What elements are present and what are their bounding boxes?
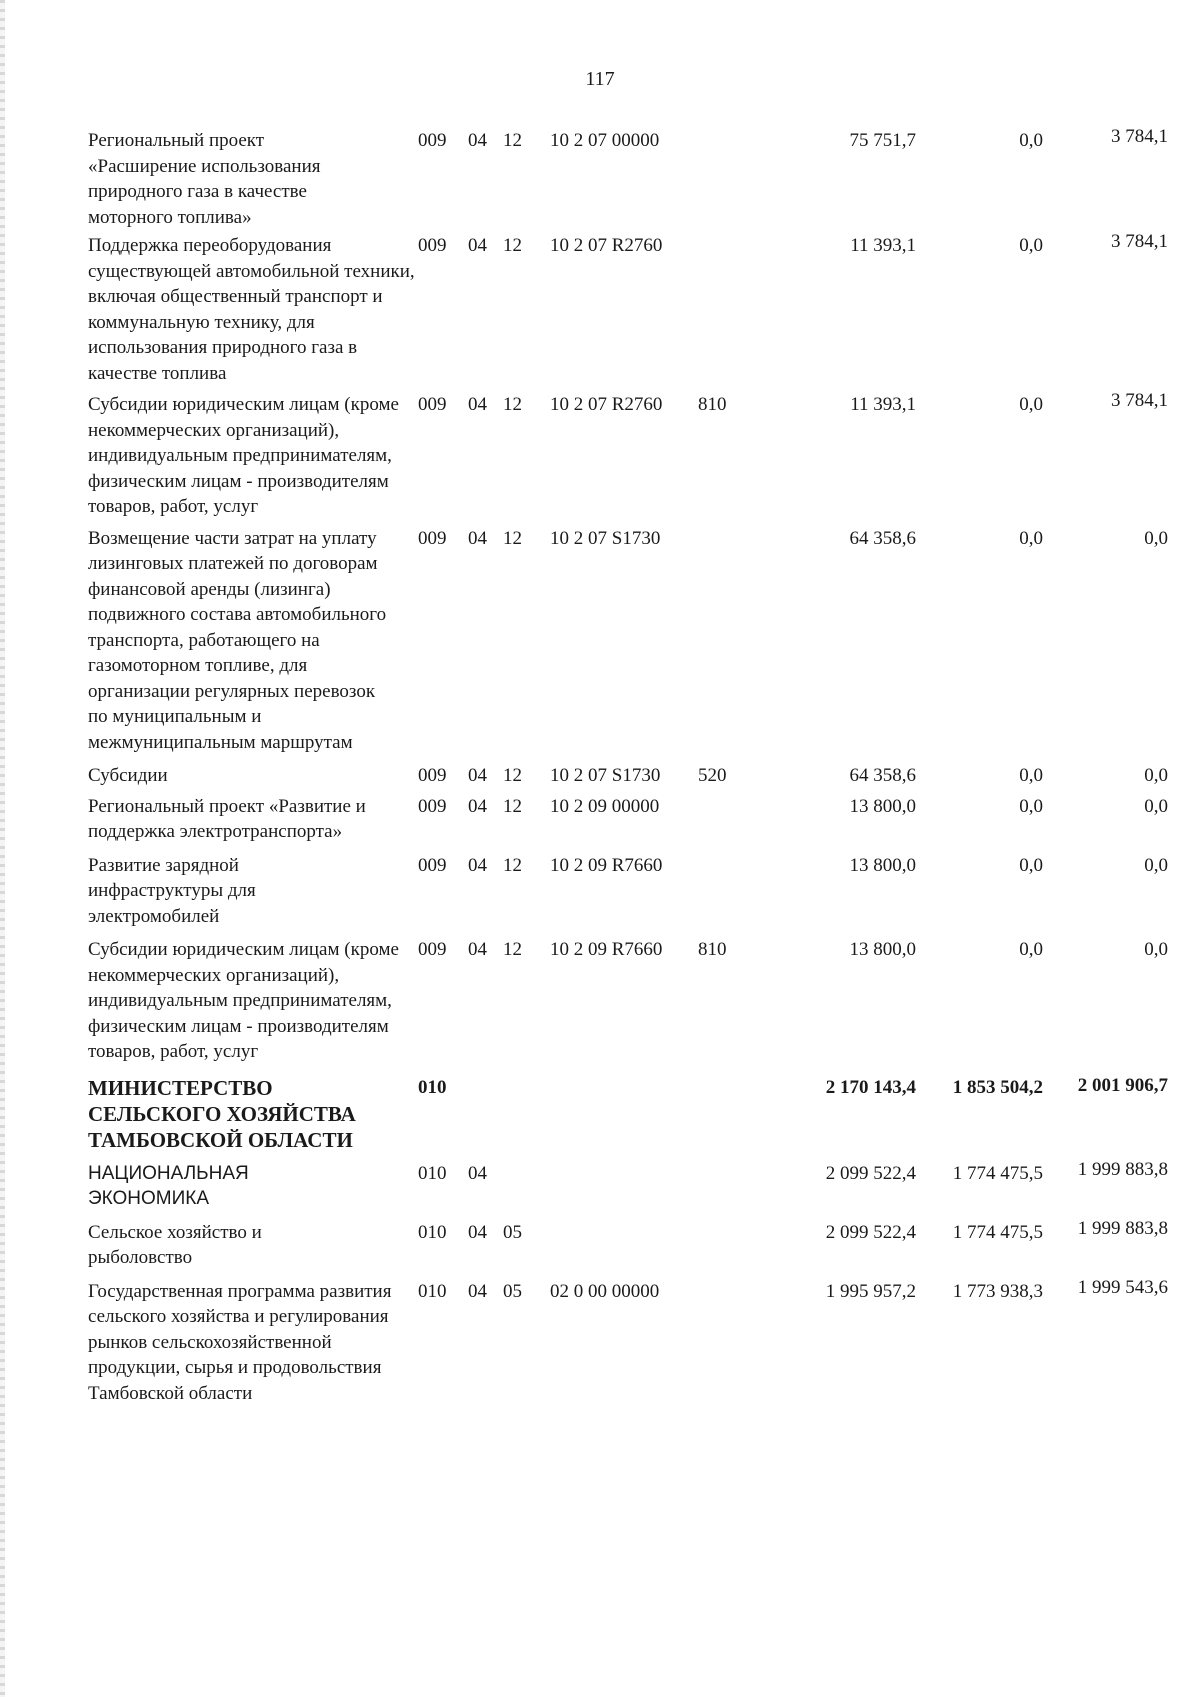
page-number: 117 <box>585 68 615 90</box>
row-subsection-code: 12 <box>503 765 522 786</box>
row-name: Поддержка переоборудования существующей автомобильной техники, включая общественный транспорт и коммунальную технику, для использования природного газа в качестве топлива <box>88 235 415 384</box>
table-row <box>88 128 1168 230</box>
row-target-article: 10 2 07 S1730 <box>550 527 661 549</box>
row-amount-year-3: 3 784,1 <box>1111 390 1168 411</box>
row-name: Субсидии юридическим лицам (кроме некоммерческих организаций), индивидуальным предпринимателям, физическим лицам - производителям товаров, работ, услуг <box>88 394 399 517</box>
budget-table <box>88 128 1168 1406</box>
row-amount-year-2: 0,0 <box>1019 394 1043 415</box>
table-row <box>88 937 1168 1065</box>
row-section-code: 04 <box>468 527 487 549</box>
row-amount-year-3: 1 999 543,6 <box>1077 1276 1168 1298</box>
row-admin-code: 010 <box>418 1076 447 1098</box>
row-amount-year-2: 0,0 <box>1019 854 1043 876</box>
row-admin-code: 009 <box>418 130 447 151</box>
table-row <box>88 763 1168 789</box>
row-amount-year-1: 2 170 143,4 <box>825 1076 916 1098</box>
row-expense-type: 810 <box>698 394 727 415</box>
row-subsection-code: 12 <box>503 130 522 151</box>
row-target-article: 10 2 07 R2760 <box>550 235 663 256</box>
row-section-code: 04 <box>468 235 487 256</box>
row-target-article: 10 2 07 R2760 <box>550 394 663 415</box>
row-amount-year-3: 0,0 <box>1144 527 1168 549</box>
row-amount-year-2: 0,0 <box>1019 130 1043 151</box>
row-amount-year-2: 0,0 <box>1019 795 1043 817</box>
row-amount-year-1: 11 393,1 <box>850 394 916 415</box>
row-amount-year-1: 2 099 522,4 <box>825 1221 916 1243</box>
row-amount-year-3: 3 784,1 <box>1111 126 1168 147</box>
row-subsection-code: 12 <box>503 527 522 549</box>
row-name: Развитие зарядной инфраструктуры для электромобилей <box>88 854 256 927</box>
row-amount-year-3: 0,0 <box>1144 854 1168 876</box>
row-admin-code: 010 <box>418 1280 447 1302</box>
row-admin-code: 009 <box>418 527 447 549</box>
row-name: Региональный проект «Развитие и поддержка электротранспорта» <box>88 795 366 842</box>
row-amount-year-3: 0,0 <box>1144 939 1168 960</box>
table-row <box>88 1217 1168 1271</box>
row-amount-year-2: 1 773 938,3 <box>952 1280 1043 1302</box>
row-section-code: 04 <box>468 795 487 817</box>
row-amount-year-3: 0,0 <box>1144 765 1168 786</box>
row-name: МИНИСТЕРСТВО СЕЛЬСКОГО ХОЗЯЙСТВА ТАМБОВСКОЙ ОБЛАСТИ <box>88 1075 356 1152</box>
table-row <box>88 392 1168 520</box>
row-name: Государственная программа развития сельского хозяйства и регулирования рынков сельскохозяйственной продукции, сырья и продовольствия Тамбовской области <box>88 1280 392 1404</box>
row-amount-year-1: 13 800,0 <box>849 795 916 817</box>
row-target-article: 10 2 07 00000 <box>550 130 660 151</box>
row-subsection-code: 12 <box>503 795 522 817</box>
table-row <box>88 853 1168 930</box>
row-target-article: 10 2 09 R7660 <box>550 854 663 876</box>
row-admin-code: 009 <box>418 235 447 256</box>
row-admin-code: 010 <box>418 1162 447 1184</box>
row-subsection-code: 12 <box>503 939 522 960</box>
row-amount-year-1: 13 800,0 <box>849 854 916 876</box>
row-amount-year-2: 0,0 <box>1019 939 1043 960</box>
row-target-article: 02 0 00 00000 <box>550 1280 660 1302</box>
row-expense-type: 810 <box>698 939 727 960</box>
row-amount-year-3: 2 001 906,7 <box>1077 1074 1168 1096</box>
row-section-code: 04 <box>468 854 487 876</box>
table-row <box>88 794 1168 845</box>
row-amount-year-1: 2 099 522,4 <box>825 1162 916 1184</box>
row-name: НАЦИОНАЛЬНАЯ ЭКОНОМИКА <box>88 1162 249 1209</box>
row-amount-year-1: 13 800,0 <box>849 939 916 960</box>
row-amount-year-2: 0,0 <box>1019 765 1043 786</box>
row-amount-year-1: 11 393,1 <box>850 235 916 256</box>
row-amount-year-1: 64 358,6 <box>849 765 916 786</box>
row-amount-year-1: 75 751,7 <box>849 130 916 151</box>
row-admin-code: 009 <box>418 765 447 786</box>
row-amount-year-2: 1 774 475,5 <box>952 1162 1043 1184</box>
row-admin-code: 009 <box>418 795 447 817</box>
row-subsection-code: 12 <box>503 854 522 876</box>
row-name: Субсидии <box>88 765 168 786</box>
row-name: Региональный проект «Расширение использования природного газа в качестве моторного топлива» <box>88 130 321 228</box>
row-amount-year-1: 64 358,6 <box>849 527 916 549</box>
row-section-code: 04 <box>468 1280 487 1302</box>
table-row <box>88 1158 1168 1212</box>
table-row <box>88 1276 1168 1407</box>
row-admin-code: 009 <box>418 394 447 415</box>
row-admin-code: 009 <box>418 939 447 960</box>
row-amount-year-3: 3 784,1 <box>1111 231 1168 252</box>
row-target-article: 10 2 07 S1730 <box>550 765 661 786</box>
row-amount-year-2: 1 853 504,2 <box>952 1076 1043 1098</box>
row-amount-year-2: 1 774 475,5 <box>952 1221 1043 1243</box>
row-amount-year-2: 0,0 <box>1019 235 1043 256</box>
row-section-code: 04 <box>468 1162 487 1184</box>
row-admin-code: 010 <box>418 1221 447 1243</box>
row-name: Сельское хозяйство и рыболовство <box>88 1221 262 1268</box>
row-target-article: 10 2 09 R7660 <box>550 939 663 960</box>
row-section-code: 04 <box>468 394 487 415</box>
row-subsection-code: 05 <box>503 1221 522 1243</box>
row-target-article: 10 2 09 00000 <box>550 795 660 817</box>
table-row <box>88 233 1168 386</box>
table-row <box>88 1075 1168 1153</box>
row-amount-year-1: 1 995 957,2 <box>825 1280 916 1302</box>
scan-edge <box>0 0 5 1697</box>
row-subsection-code: 12 <box>503 235 522 256</box>
row-name: Субсидии юридическим лицам (кроме некоммерческих организаций), индивидуальным предпринимателям, физическим лицам - производителям товаров, работ, услуг <box>88 939 399 1062</box>
row-amount-year-3: 0,0 <box>1144 795 1168 817</box>
row-name: Возмещение части затрат на уплату лизинговых платежей по договорам финансовой аренды (лизинга) подвижного состава автомобильного транспорта, работающего на газомоторном топливе, для организации регулярных перевозок по муниципальным и межмуниципальным маршрутам <box>88 527 387 753</box>
row-amount-year-2: 0,0 <box>1019 527 1043 549</box>
table-row <box>88 526 1168 756</box>
row-amount-year-3: 1 999 883,8 <box>1077 1158 1168 1180</box>
row-subsection-code: 05 <box>503 1280 522 1302</box>
row-section-code: 04 <box>468 765 487 786</box>
row-section-code: 04 <box>468 939 487 960</box>
row-admin-code: 009 <box>418 854 447 876</box>
row-section-code: 04 <box>468 1221 487 1243</box>
row-expense-type: 520 <box>698 765 727 786</box>
row-subsection-code: 12 <box>503 394 522 415</box>
row-section-code: 04 <box>468 130 487 151</box>
row-amount-year-3: 1 999 883,8 <box>1077 1217 1168 1239</box>
